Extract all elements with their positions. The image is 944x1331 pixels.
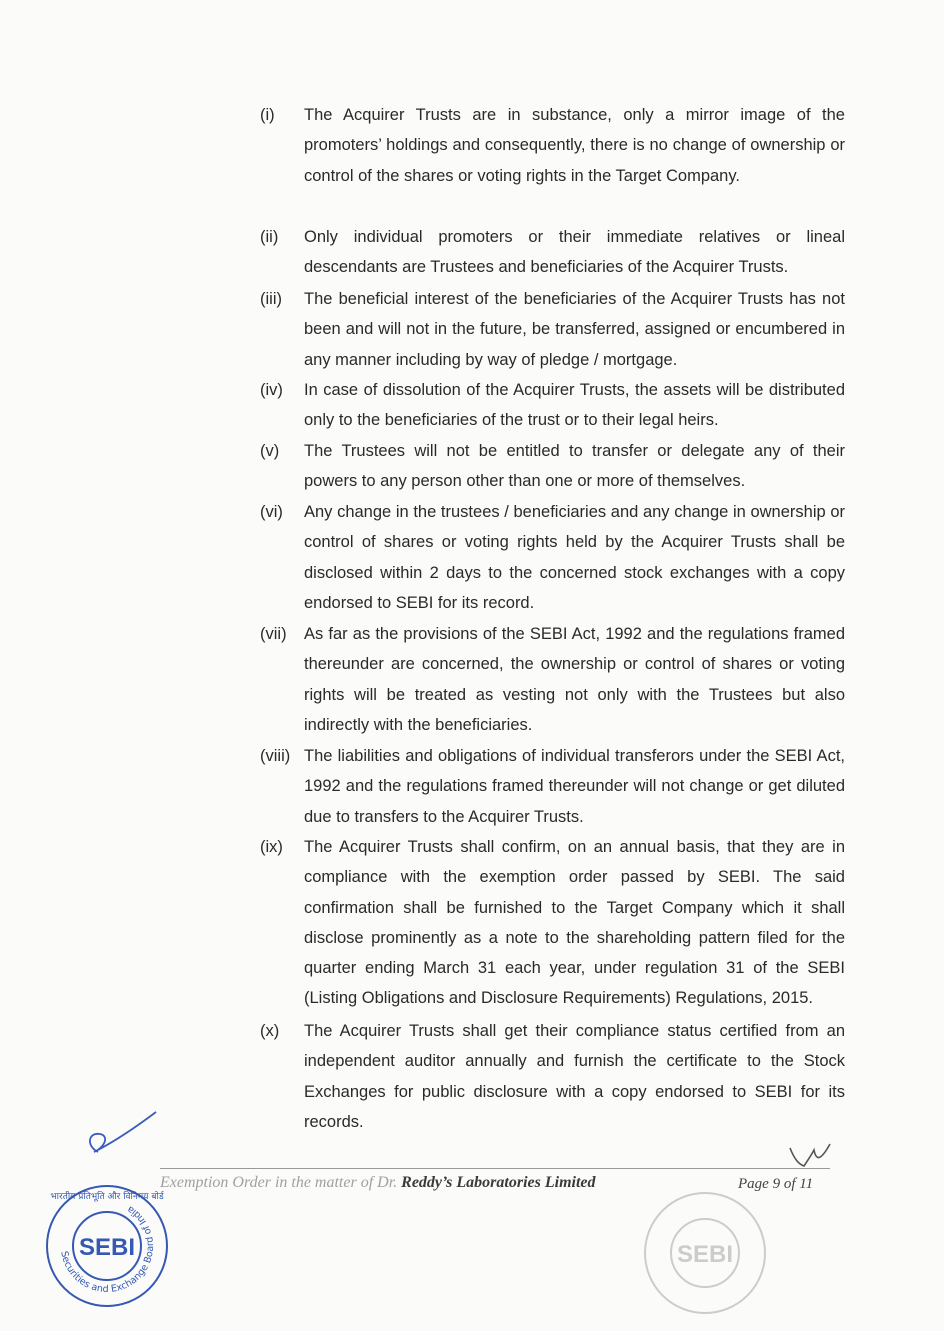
clause-x [250, 1016, 845, 1137]
footer-title-prefix: Exemption Order in the matter of Dr. [160, 1174, 398, 1191]
clause-text: The liabilities and obligations of individual transferors under the SEBI Act, 1992 and the regulations framed thereunder will not change or get diluted due to transfers to the Acquirer Trusts. [304, 747, 845, 826]
clause-number: (iv) [260, 381, 283, 399]
clause-number: (i) [260, 106, 275, 124]
clause-text: The Acquirer Trusts shall get their compliance status certified from an independent auditor annually and furnish the certificate to the Stock Exchanges for public disclosure with a copy endorsed to SEBI for its records. [304, 1022, 845, 1131]
clause-ii [250, 222, 845, 283]
clause-number: (viii) [260, 747, 291, 765]
clause-text: The Acquirer Trusts shall confirm, on an annual basis, that they are in compliance with the exemption order passed by SEBI. The said confirmation shall be furnished to the Target Company which it shall disclose prominently as a note to the shareholding pattern filed for the quarter ending March 31 each year, under regulation 31 of the SEBI (Listing Obligations and Disclosure Requirements) Regulations, 2015. [304, 838, 845, 1008]
clause-iv [250, 375, 845, 436]
clause-number: (x) [260, 1022, 280, 1040]
sebi-seal-stamp [44, 1183, 170, 1309]
clause-number: (ix) [260, 838, 283, 856]
clause-text: Any change in the trustees / beneficiaries and any change in ownership or control of shares or voting rights held by the Acquirer Trusts shall be disclosed within 2 days to the concerned stock exchanges with a copy endorsed to SEBI for its record. [304, 503, 845, 612]
clause-number: (vii) [260, 625, 287, 643]
clause-number: (iii) [260, 290, 282, 308]
footer-company: Reddy’s Laboratories Limited [401, 1174, 596, 1191]
seal-hindi-text: भारतीय प्रतिभूति और विनिमय बोर्ड [50, 1192, 164, 1202]
footer-rule [160, 1168, 830, 1169]
seal-logo-text: SEBI [78, 1234, 136, 1261]
clause-text: The Trustees will not be entitled to transfer or delegate any of their powers to any person other than one or more of themselves. [304, 442, 845, 491]
clause-number: (vi) [260, 503, 283, 521]
clause-text: As far as the provisions of the SEBI Act, 1992 and the regulations framed thereunder are concerned, the ownership or control of shares or voting rights will be treated as vesting not only with the Trustees but also indirectly with the beneficiaries. [304, 625, 845, 734]
clause-vi [250, 497, 845, 618]
clause-viii [250, 741, 845, 832]
clause-vii [250, 619, 845, 740]
clause-text: In case of dissolution of the Acquirer Trusts, the assets will be distributed only to the beneficiaries of the trust or to their legal heirs. [304, 381, 845, 430]
clause-number: (ii) [260, 228, 279, 246]
clause-iii [250, 284, 845, 375]
clause-number: (v) [260, 442, 280, 460]
clause-i [250, 100, 845, 191]
signature-initial-left [80, 1108, 160, 1168]
clause-text: The beneficial interest of the beneficiaries of the Acquirer Trusts has not been and will not in the future, be transferred, assigned or encumbered in any manner including by way of pledge / mortgage. [304, 290, 845, 369]
footer-title [160, 1174, 596, 1192]
page-number: Page 9 of 11 [738, 1176, 814, 1192]
sebi-seal-faint [642, 1190, 768, 1316]
clause-ix [250, 832, 845, 1014]
seal-faint-logo-text: SEBI [676, 1241, 734, 1268]
seal-ring-text: Securities and Exchange Board of India [58, 1203, 157, 1296]
clause-text: Only individual promoters or their immediate relatives or lineal descendants are Trustees and beneficiaries of the Acquirer Trusts. [304, 228, 845, 277]
clause-v [250, 436, 845, 497]
clause-text: The Acquirer Trusts are in substance, only a mirror image of the promoters’ holdings and consequently, there is no change of ownership or control of the shares or voting rights in the Target Company. [304, 106, 845, 185]
